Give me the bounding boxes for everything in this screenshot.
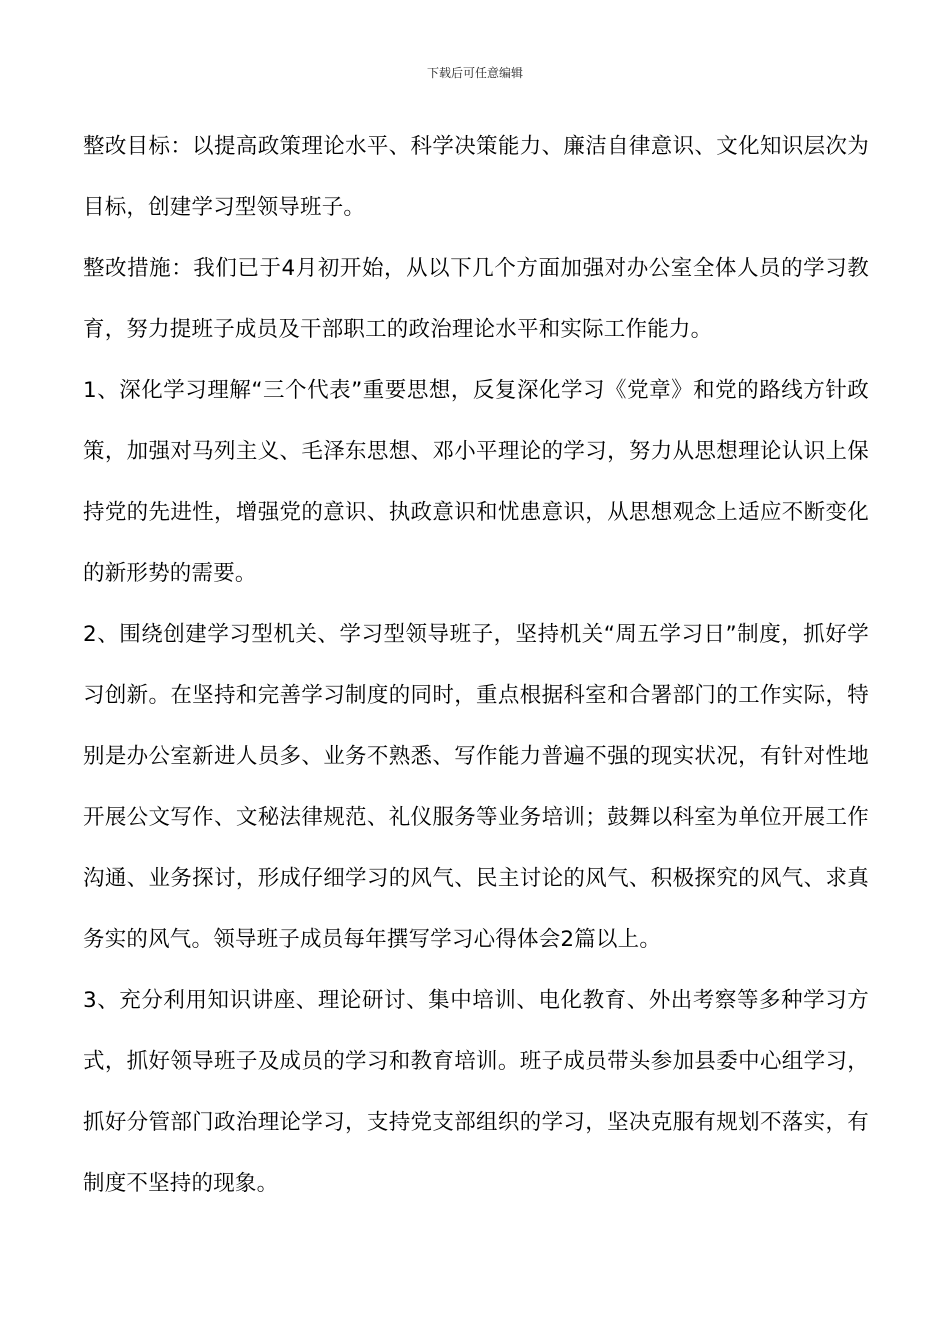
paragraph-rectification-goal: 整改目标：以提高政策理论水平、科学决策能力、廉洁自律意识、文化知识层次为目标，创建学习型领导班子。	[83, 134, 869, 220]
paragraph-item-2: 2、围绕创建学习型机关、学习型领导班子，坚持机关“周五学习日”制度，抓好学习创新。在坚持和完善学习制度的同时，重点根据科室和合署部门的工作实际，特别是办公室新进人员多、业务不熟悉、写作能力普遍不强的现实状况，有针对性地开展公文写作、文秘法律规范、礼仪服务等业务培训；鼓舞以科室为单位开展工作沟通、业务探讨，形成仔细学习的风气、民主讨论的风气、积极探究的风气、求真务实的风气。领导班子成员每年撰写学习心得体会2篇以上。	[83, 622, 869, 952]
paragraph-item-1: 1、深化学习理解“三个代表”重要思想，反复深化学习《党章》和党的路线方针政策，加强对马列主义、毛泽东思想、邓小平理论的学习，努力从思想理论认识上保持党的先进性，增强党的意识、执政意识和忧患意识，从思想观念上适应不断变化的新形势的需要。	[83, 378, 869, 586]
document-body	[83, 116, 869, 1214]
header-note: 下载后可任意编辑	[426, 66, 523, 80]
paragraph-item-3: 3、充分利用知识讲座、理论研讨、集中培训、电化教育、外出考察等多种学习方式，抓好领导班子及成员的学习和教育培训。班子成员带头参加县委中心组学习，抓好分管部门政治理论学习，支持党支部组织的学习，坚决克服有规划不落实，有制度不坚持的现象。	[83, 988, 869, 1196]
paragraph-rectification-measures: 整改措施：我们已于4月初开始，从以下几个方面加强对办公室全体人员的学习教育，努力提班子成员及干部职工的政治理论水平和实际工作能力。	[83, 256, 869, 342]
